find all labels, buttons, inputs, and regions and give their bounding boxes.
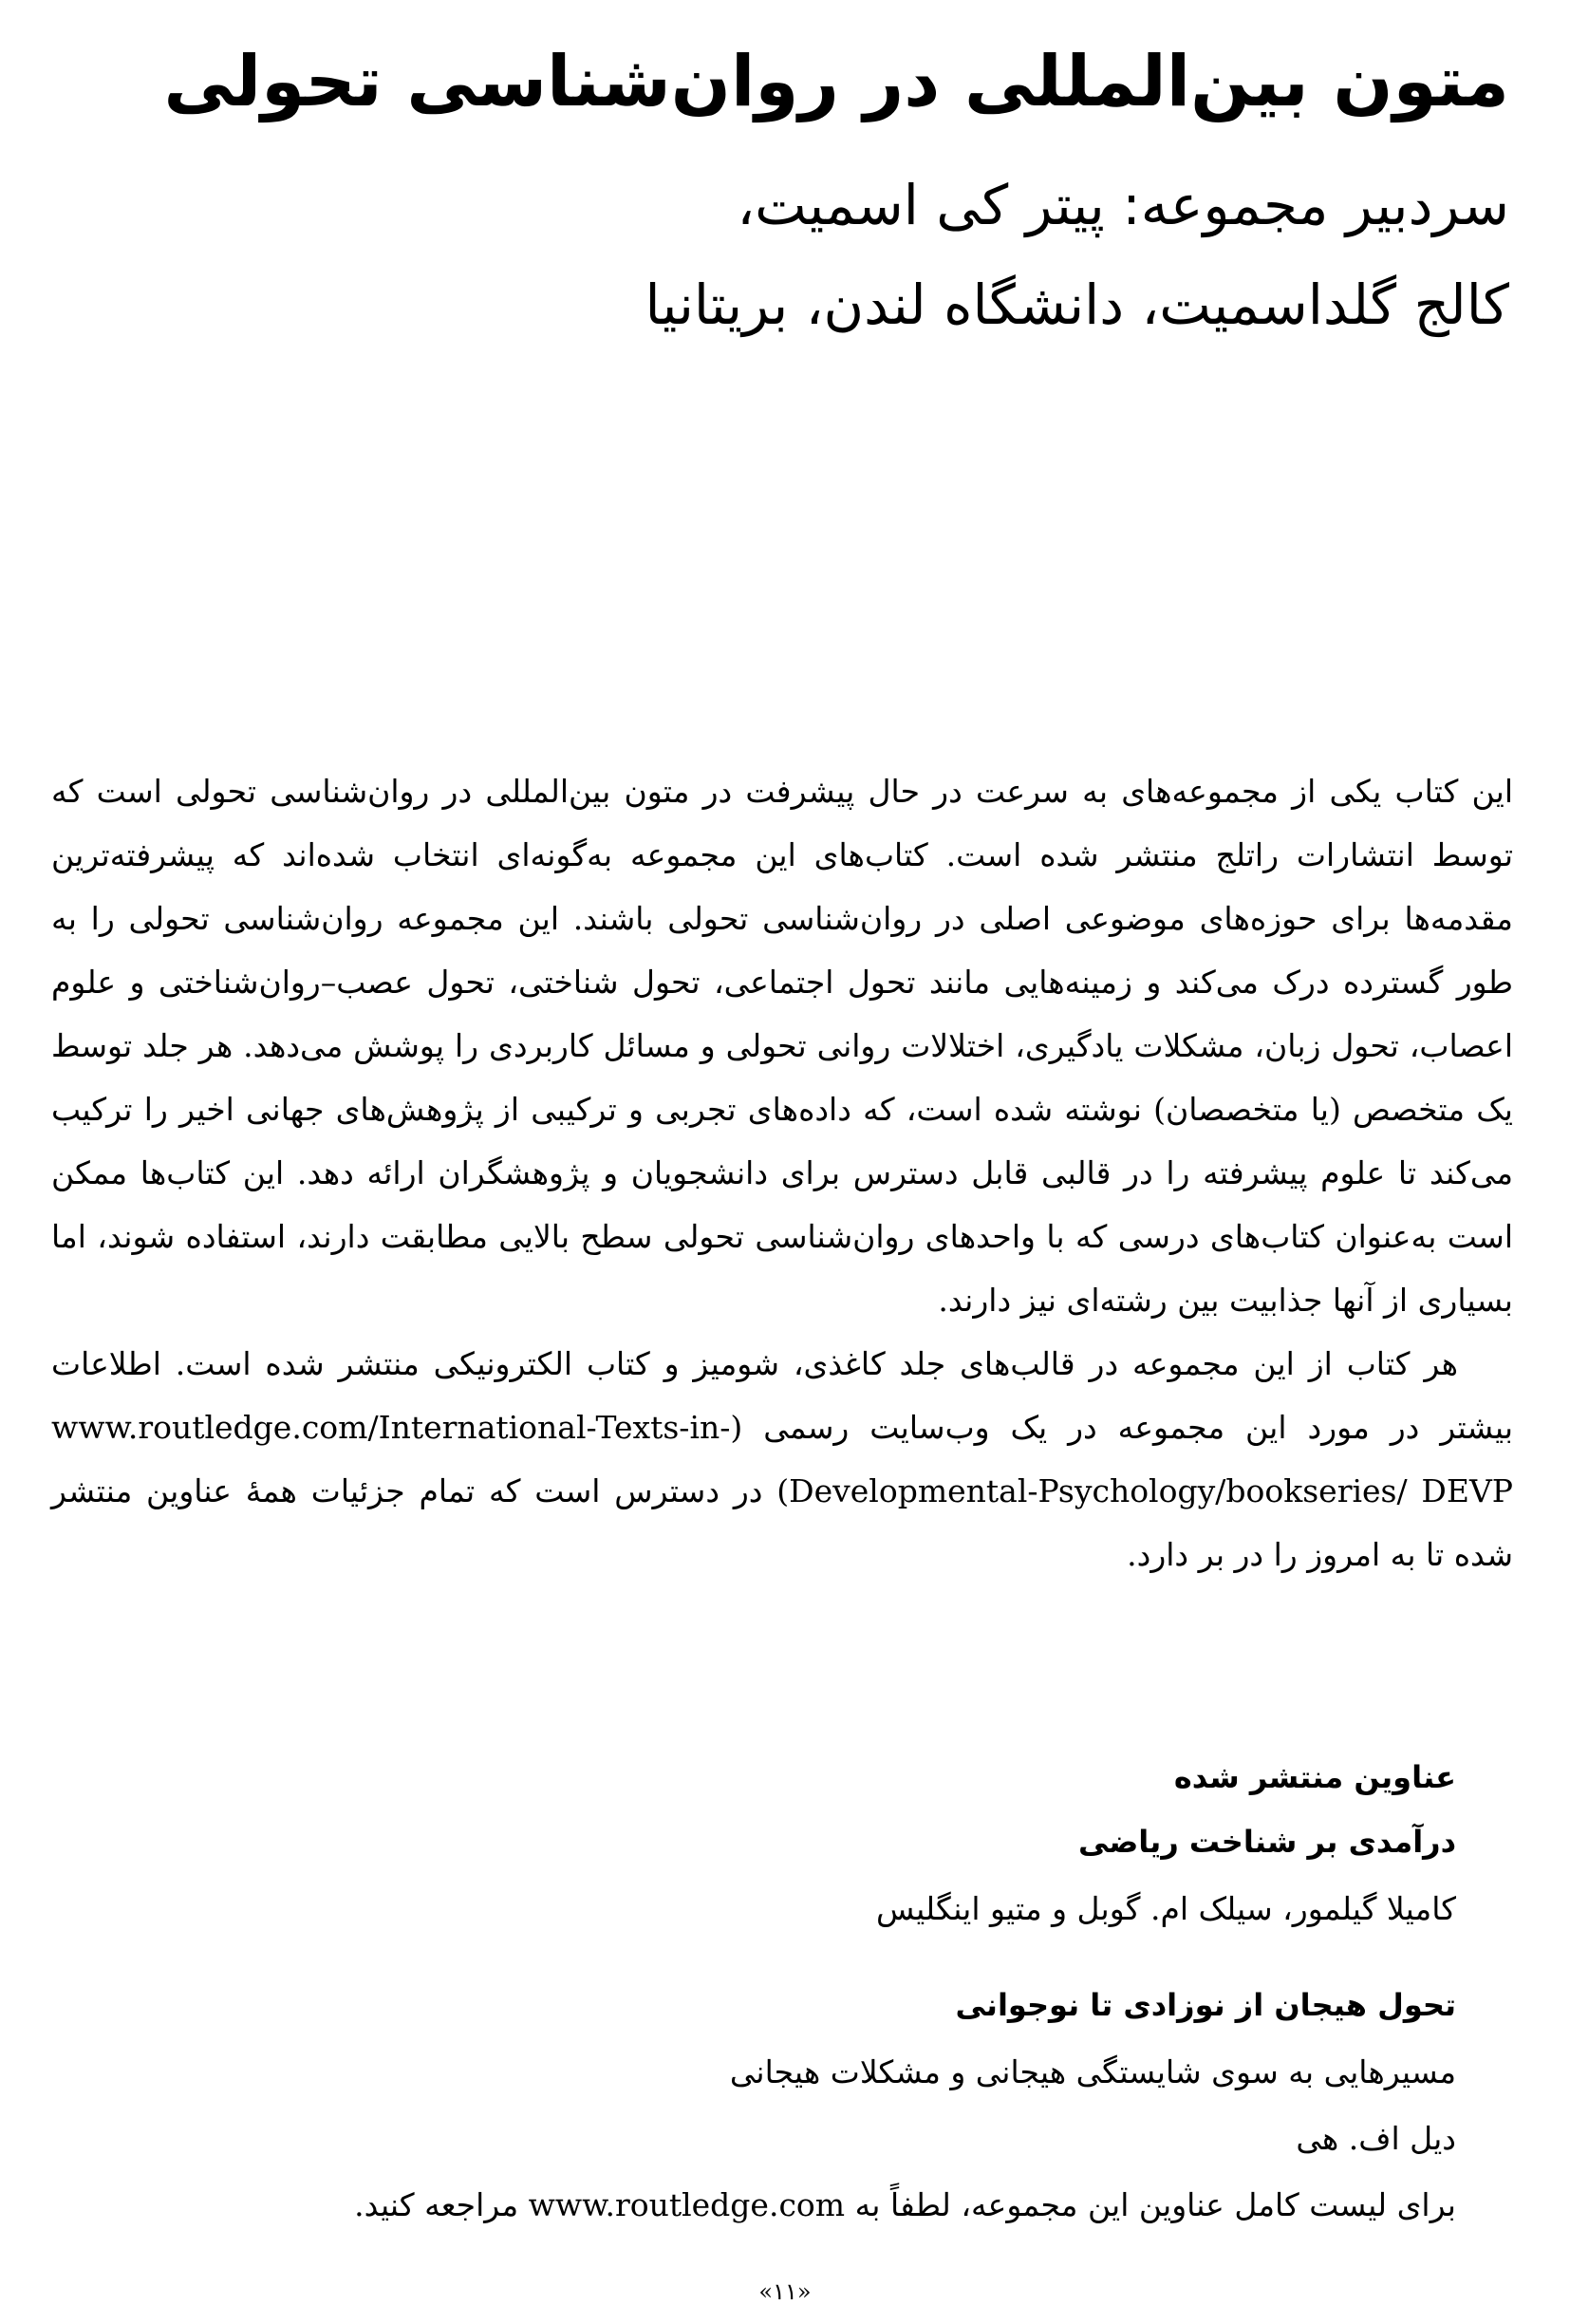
- published-book: [108, 1808, 1456, 1942]
- description-paragraph-2: [51, 1332, 1513, 1586]
- series-title: متون بین‌المللی در روان‌شناسی تحولی: [163, 41, 1509, 122]
- series-description: [51, 759, 1513, 1586]
- published-book: [108, 1971, 1456, 2172]
- series-editor-line: سردبیر مجموعه: پیتر کی اسمیت،: [737, 173, 1509, 237]
- page-number: «۱۱»: [758, 2278, 812, 2305]
- series-editor-affiliation: کالج گلداسمیت، دانشگاه لندن، بریتانیا: [645, 272, 1509, 337]
- book-authors: کامیلا گیلمور، سیلک ام. گوبل و متیو اینگلیس: [876, 1890, 1456, 1927]
- book-subtitle: مسیرهایی به سوی شایستگی هیجانی و مشکلات هیجانی: [729, 2053, 1456, 2090]
- book-authors: دیل اف. هی: [1296, 2120, 1456, 2157]
- series-website-url: www.routledge.com/International-Texts-in-Developmental-Psychology/bookseries/ DEVP: [51, 1409, 1513, 1509]
- paragraph-2-text-b: ) در دسترس است که تمام جزئیات همهٔ عناوین منتشر شده تا به امروز را در بر دارد.: [51, 1472, 1513, 1573]
- spacer: [108, 1942, 1456, 1971]
- published-titles-heading: عناوین منتشر شده: [1173, 1759, 1456, 1795]
- book-title: درآمدی بر شناخت ریاضی: [1077, 1824, 1456, 1860]
- published-titles: [108, 1747, 1456, 2239]
- description-paragraph-1: این کتاب یکی از مجموعه‌های به سرعت در حال پیشرفت در متون بین‌المللی در روان‌شناسی تحولی است که توسط انتشارات راتلج منتشر شده است. کتاب‌های این مجموعه به‌گونه‌ای انتخاب شده‌اند که پیشرفته‌ترین مقدمه‌ها برای حوزه‌های موضوعی اصلی در روان‌شناسی تحولی باشند. این مجموعه روان‌شناسی تحولی را به طور گسترده درک می‌کند و زمینه‌هایی مانند تحول اجتماعی، تحول شناختی، تحول عصب–روان‌شناختی و علوم اعصاب، تحول زبان، مشکلات یادگیری، اختلالات روانی تحولی و مسائل کاربردی را پوشش می‌دهد. هر جلد توسط یک متخصص (یا متخصصان) نوشته شده است، که داده‌های تجربی و ترکیبی از پژوهش‌های جهانی اخیر را ترکیب می‌کند تا علوم پیشرفته را در قالبی قابل دسترس برای دانشجویان و پژوهشگران ارائه دهد. این کتاب‌ها ممکن است به‌عنوان کتاب‌های درسی که با واحدهای روان‌شناسی تحولی سطح بالایی مطابقت دارند، استفاده شوند، اما بسیاری از آنها جذابیت بین رشته‌ای نیز دارند.: [51, 773, 1513, 1319]
- book-title: تحول هیجان از نوزادی تا نوجوانی: [955, 1987, 1456, 2023]
- see-all-titles-note: برای لیست کامل عناوین این مجموعه، لطفاً به www.routledge.com مراجعه کنید.: [354, 2186, 1456, 2223]
- paragraph-2-text-a: هر کتاب از این مجموعه در قالب‌های جلد کاغذی، شومیز و کتاب الکترونیکی منتشر شده است. اطلاعات بیشتر در مورد این مجموعه در یک وب‌سایت رسمی (: [51, 1345, 1513, 1446]
